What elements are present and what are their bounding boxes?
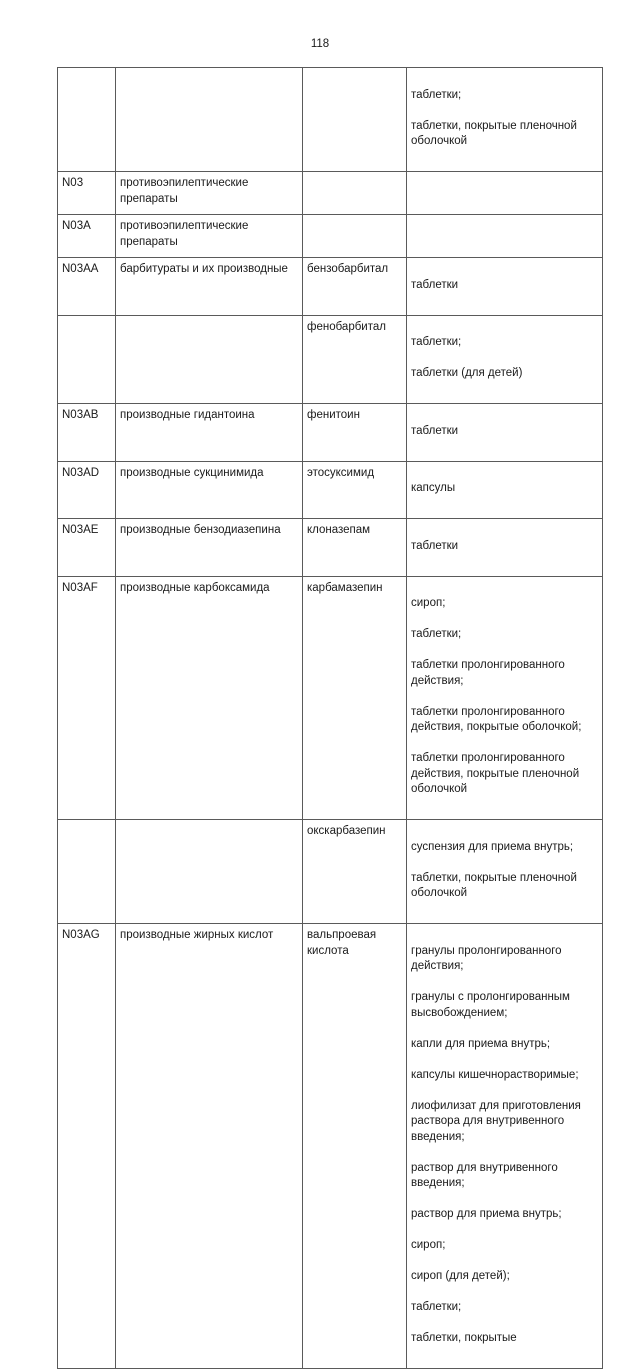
atc-code-cell bbox=[58, 820, 116, 924]
forms-cell bbox=[407, 924, 603, 1369]
form-item: таблетки пролонгированного действия, покрытые пленочной оболочкой bbox=[411, 752, 580, 795]
form-item: таблетки bbox=[411, 278, 459, 291]
forms-cell bbox=[407, 315, 603, 404]
atc-code-cell: N03AB bbox=[58, 404, 116, 462]
atc-code-cell: N03AD bbox=[58, 461, 116, 519]
table-row bbox=[58, 215, 603, 258]
form-item: гранулы с пролонгированным высвобождением; bbox=[411, 991, 570, 1019]
form-item: сироп; bbox=[411, 597, 446, 609]
forms-cell bbox=[407, 519, 603, 577]
table-row bbox=[58, 519, 603, 577]
group-cell bbox=[116, 315, 303, 404]
drug-cell: фенитоин bbox=[303, 404, 407, 462]
form-item: сироп (для детей); bbox=[411, 1270, 510, 1282]
group-cell: производные бензодиазепина bbox=[116, 519, 303, 577]
forms-cell bbox=[407, 68, 603, 172]
group-cell: противоэпилептические препараты bbox=[116, 215, 303, 258]
form-item: капсулы bbox=[411, 482, 456, 494]
atc-code-cell: N03AE bbox=[58, 519, 116, 577]
table-row bbox=[58, 315, 603, 404]
drug-cell: этосуксимид bbox=[303, 461, 407, 519]
atc-code-cell: N03AF bbox=[58, 576, 116, 820]
drug-cell: вальпроевая кислота bbox=[303, 924, 407, 1369]
group-cell: производные гидантоина bbox=[116, 404, 303, 462]
drug-cell: окскарбазепин bbox=[303, 820, 407, 924]
form-item: таблетки; bbox=[411, 336, 462, 348]
drug-cell: бензобарбитал bbox=[303, 258, 407, 316]
page-number: 118 bbox=[310, 38, 330, 50]
forms-cell bbox=[407, 461, 603, 519]
atc-code-cell bbox=[58, 315, 116, 404]
form-item: капли для приема внутрь; bbox=[411, 1037, 551, 1050]
form-item: лиофилизат для приготовления раствора для внутривенного введения; bbox=[411, 1099, 581, 1143]
group-cell bbox=[116, 820, 303, 924]
forms-cell bbox=[407, 576, 603, 820]
forms-cell bbox=[407, 172, 603, 215]
group-cell: производные жирных кислот bbox=[116, 924, 303, 1369]
group-cell: производные сукцинимида bbox=[116, 461, 303, 519]
form-item: таблетки (для детей) bbox=[411, 367, 523, 379]
forms-cell bbox=[407, 215, 603, 258]
form-item: таблетки bbox=[411, 539, 459, 552]
forms-cell bbox=[407, 820, 603, 924]
form-item: раствор для приема внутрь; bbox=[411, 1208, 562, 1220]
form-item: таблетки; bbox=[411, 1301, 462, 1313]
drug-cell: фенобарбитал bbox=[303, 315, 407, 404]
drug-cell bbox=[303, 68, 407, 172]
form-item: таблетки пролонгированного действия, покрытые оболочкой; bbox=[411, 705, 582, 733]
table-row bbox=[58, 172, 603, 215]
atc-code-cell: N03 bbox=[58, 172, 116, 215]
table-row bbox=[58, 68, 603, 172]
group-cell: барбитураты и их производные bbox=[116, 258, 303, 316]
form-item: таблетки пролонгированного действия; bbox=[411, 659, 565, 687]
form-item: таблетки; bbox=[411, 628, 462, 640]
atc-code-cell: N03AA bbox=[58, 258, 116, 316]
table-row bbox=[58, 258, 603, 316]
group-cell: противоэпилептические препараты bbox=[116, 172, 303, 215]
form-item: таблетки, покрытые пленочной оболочкой bbox=[411, 119, 577, 147]
atc-code-cell: N03AG bbox=[58, 924, 116, 1369]
form-item: гранулы пролонгированного действия; bbox=[411, 944, 562, 972]
drug-cell bbox=[303, 215, 407, 258]
drug-table bbox=[57, 67, 603, 1369]
drug-cell: клоназепам bbox=[303, 519, 407, 577]
table-row bbox=[58, 404, 603, 462]
form-item: капсулы кишечнорастворимые; bbox=[411, 1068, 579, 1081]
table-row bbox=[58, 820, 603, 924]
drug-cell: карбамазепин bbox=[303, 576, 407, 820]
forms-cell bbox=[407, 258, 603, 316]
table-row bbox=[58, 576, 603, 820]
form-item: сироп; bbox=[411, 1239, 446, 1251]
forms-cell bbox=[407, 404, 603, 462]
form-item: таблетки bbox=[411, 424, 459, 437]
table-row bbox=[58, 924, 603, 1369]
table-row bbox=[58, 461, 603, 519]
group-cell: производные карбоксамида bbox=[116, 576, 303, 820]
form-item: таблетки, покрытые bbox=[411, 1332, 517, 1344]
form-item: раствор для внутривенного введения; bbox=[411, 1161, 558, 1189]
atc-code-cell bbox=[58, 68, 116, 172]
group-cell bbox=[116, 68, 303, 172]
form-item: суспензия для приема внутрь; bbox=[411, 840, 574, 853]
atc-code-cell: N03A bbox=[58, 215, 116, 258]
form-item: таблетки; bbox=[411, 88, 462, 101]
drug-cell bbox=[303, 172, 407, 215]
form-item: таблетки, покрытые пленочной оболочкой bbox=[411, 871, 577, 899]
